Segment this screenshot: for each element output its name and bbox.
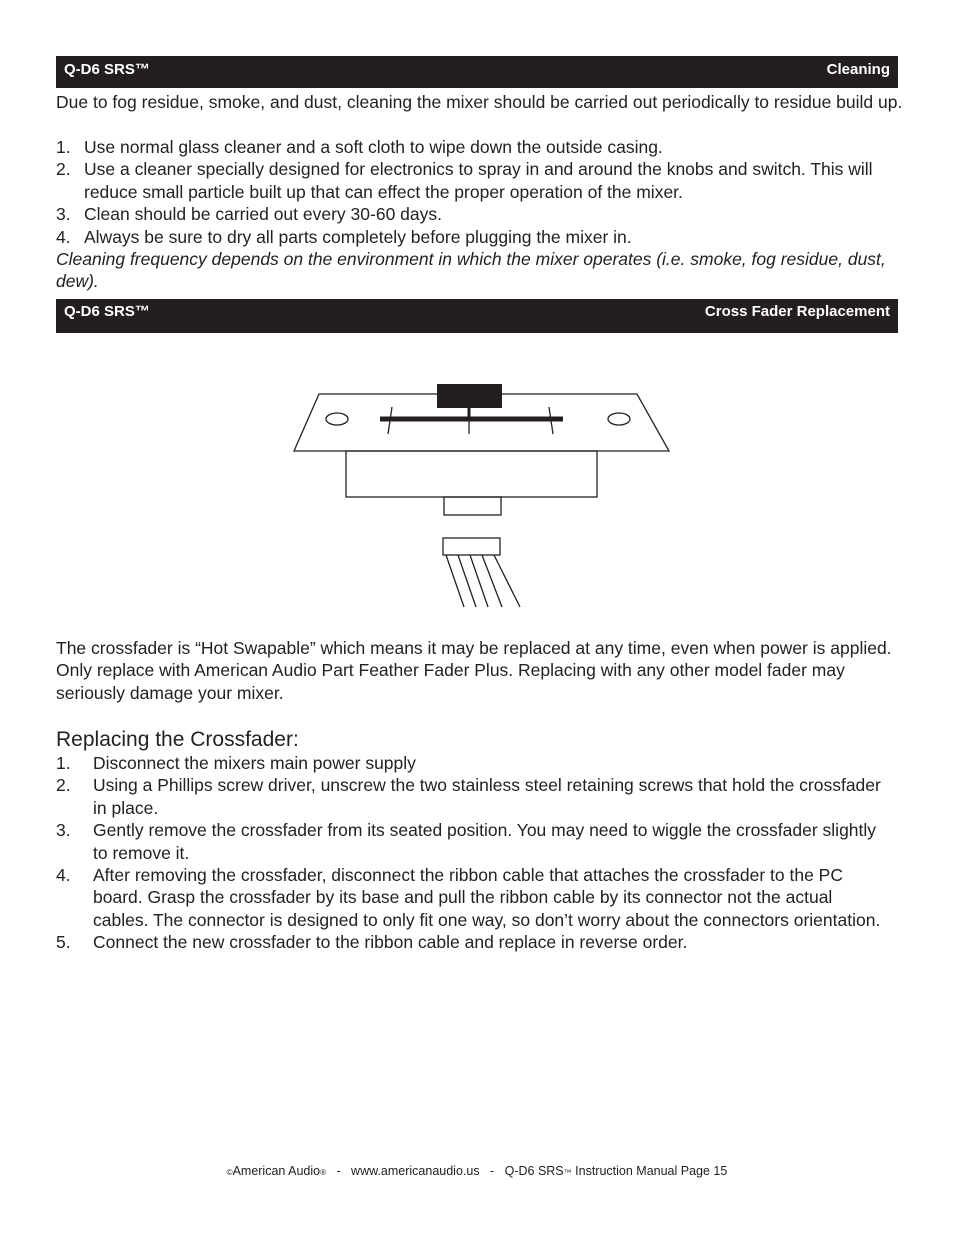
footer-website-link[interactable]: www.americanaudio.us [351, 1164, 480, 1178]
cleaning-frequency-note: Cleaning frequency depends on the environment in which the mixer operates (i.e. smoke, fog residue, dust, dew). [56, 249, 886, 292]
list-item-number: 1. [56, 137, 71, 157]
cleaning-intro: Due to fog residue, smoke, and dust, cleaning the mixer should be carried out periodically to residue build up. [56, 92, 903, 112]
list-item-number: 2. [56, 159, 71, 180]
footer-page-label: Instruction Manual Page 15 [575, 1164, 728, 1178]
list-item-number: 5. [56, 932, 71, 953]
header-section-title: Cleaning [826, 61, 890, 78]
list-item-text: Clean should be carried out every 30-60 days. [84, 204, 442, 225]
footer-separator: - [336, 1164, 341, 1178]
header-product-name: Q-D6 SRS™ [64, 61, 150, 78]
crossfader-intro: The crossfader is “Hot Swapable” which means it may be replaced at any time, even when power is applied. Only replace with American Audio Part Feather Fader Plus. Replacing with any other model fader may seriously damage your mixer. [56, 638, 892, 703]
list-item-text: Use a cleaner specially designed for electronics to spray in and around the knobs and switch. This will reduce small particle built up that can effect the proper operation of the mixer. [84, 159, 873, 202]
header-product-name: Q-D6 SRS™ [64, 303, 150, 320]
list-item [56, 752, 886, 774]
list-item-number: 3. [56, 204, 71, 225]
replacing-steps-list [56, 752, 886, 954]
list-item-number: 4. [56, 865, 71, 886]
list-item-number: 3. [56, 820, 71, 841]
registered-symbol: ® [320, 1168, 327, 1177]
trademark-symbol: ™ [563, 1168, 572, 1177]
header-section-title: Cross Fader Replacement [704, 303, 890, 320]
list-item [56, 931, 886, 953]
fader-knob [437, 384, 502, 408]
list-item [56, 864, 886, 931]
list-item-text: Connect the new crossfader to the ribbon cable and replace in reverse order. [93, 932, 688, 953]
ribbon-wire [494, 555, 520, 607]
footer-separator: - [490, 1164, 495, 1178]
list-item-text: After removing the crossfader, disconnect the ribbon cable that attaches the crossfader to the PC board. Grasp the crossfader by its base and pull the ribbon cable by its connector not the actual cables. The connector is designed to only fit one way, so don’t worry about the connectors orientation. [93, 865, 881, 930]
list-item-number: 4. [56, 226, 71, 247]
list-item-text: Using a Phillips screw driver, unscrew the two stainless steel retaining screws that hold the crossfader in place. [93, 775, 881, 818]
list-item-text: Always be sure to dry all parts completely before plugging the mixer in. [84, 226, 632, 247]
list-item-text: Gently remove the crossfader from its seated position. You may need to wiggle the crossfader slightly to remove it. [93, 820, 877, 863]
list-item-number: 1. [56, 753, 71, 773]
list-item-text: Disconnect the mixers main power supply [93, 753, 416, 773]
copyright-symbol: © [226, 1168, 233, 1177]
connector-on-fader [444, 497, 501, 515]
footer-product: Q-D6 SRS [504, 1164, 564, 1178]
replacing-subheading: Replacing the Crossfader: [56, 728, 299, 751]
list-item-number: 2. [56, 775, 71, 796]
cable-connector [443, 538, 500, 555]
page-footer [0, 1164, 954, 1178]
fader-body [346, 451, 597, 497]
list-item [56, 819, 886, 864]
list-item [56, 774, 886, 819]
list-item-text: Use normal glass cleaner and a soft cloth to wipe down the outside casing. [84, 137, 663, 157]
footer-brand: American Audio [232, 1164, 321, 1178]
